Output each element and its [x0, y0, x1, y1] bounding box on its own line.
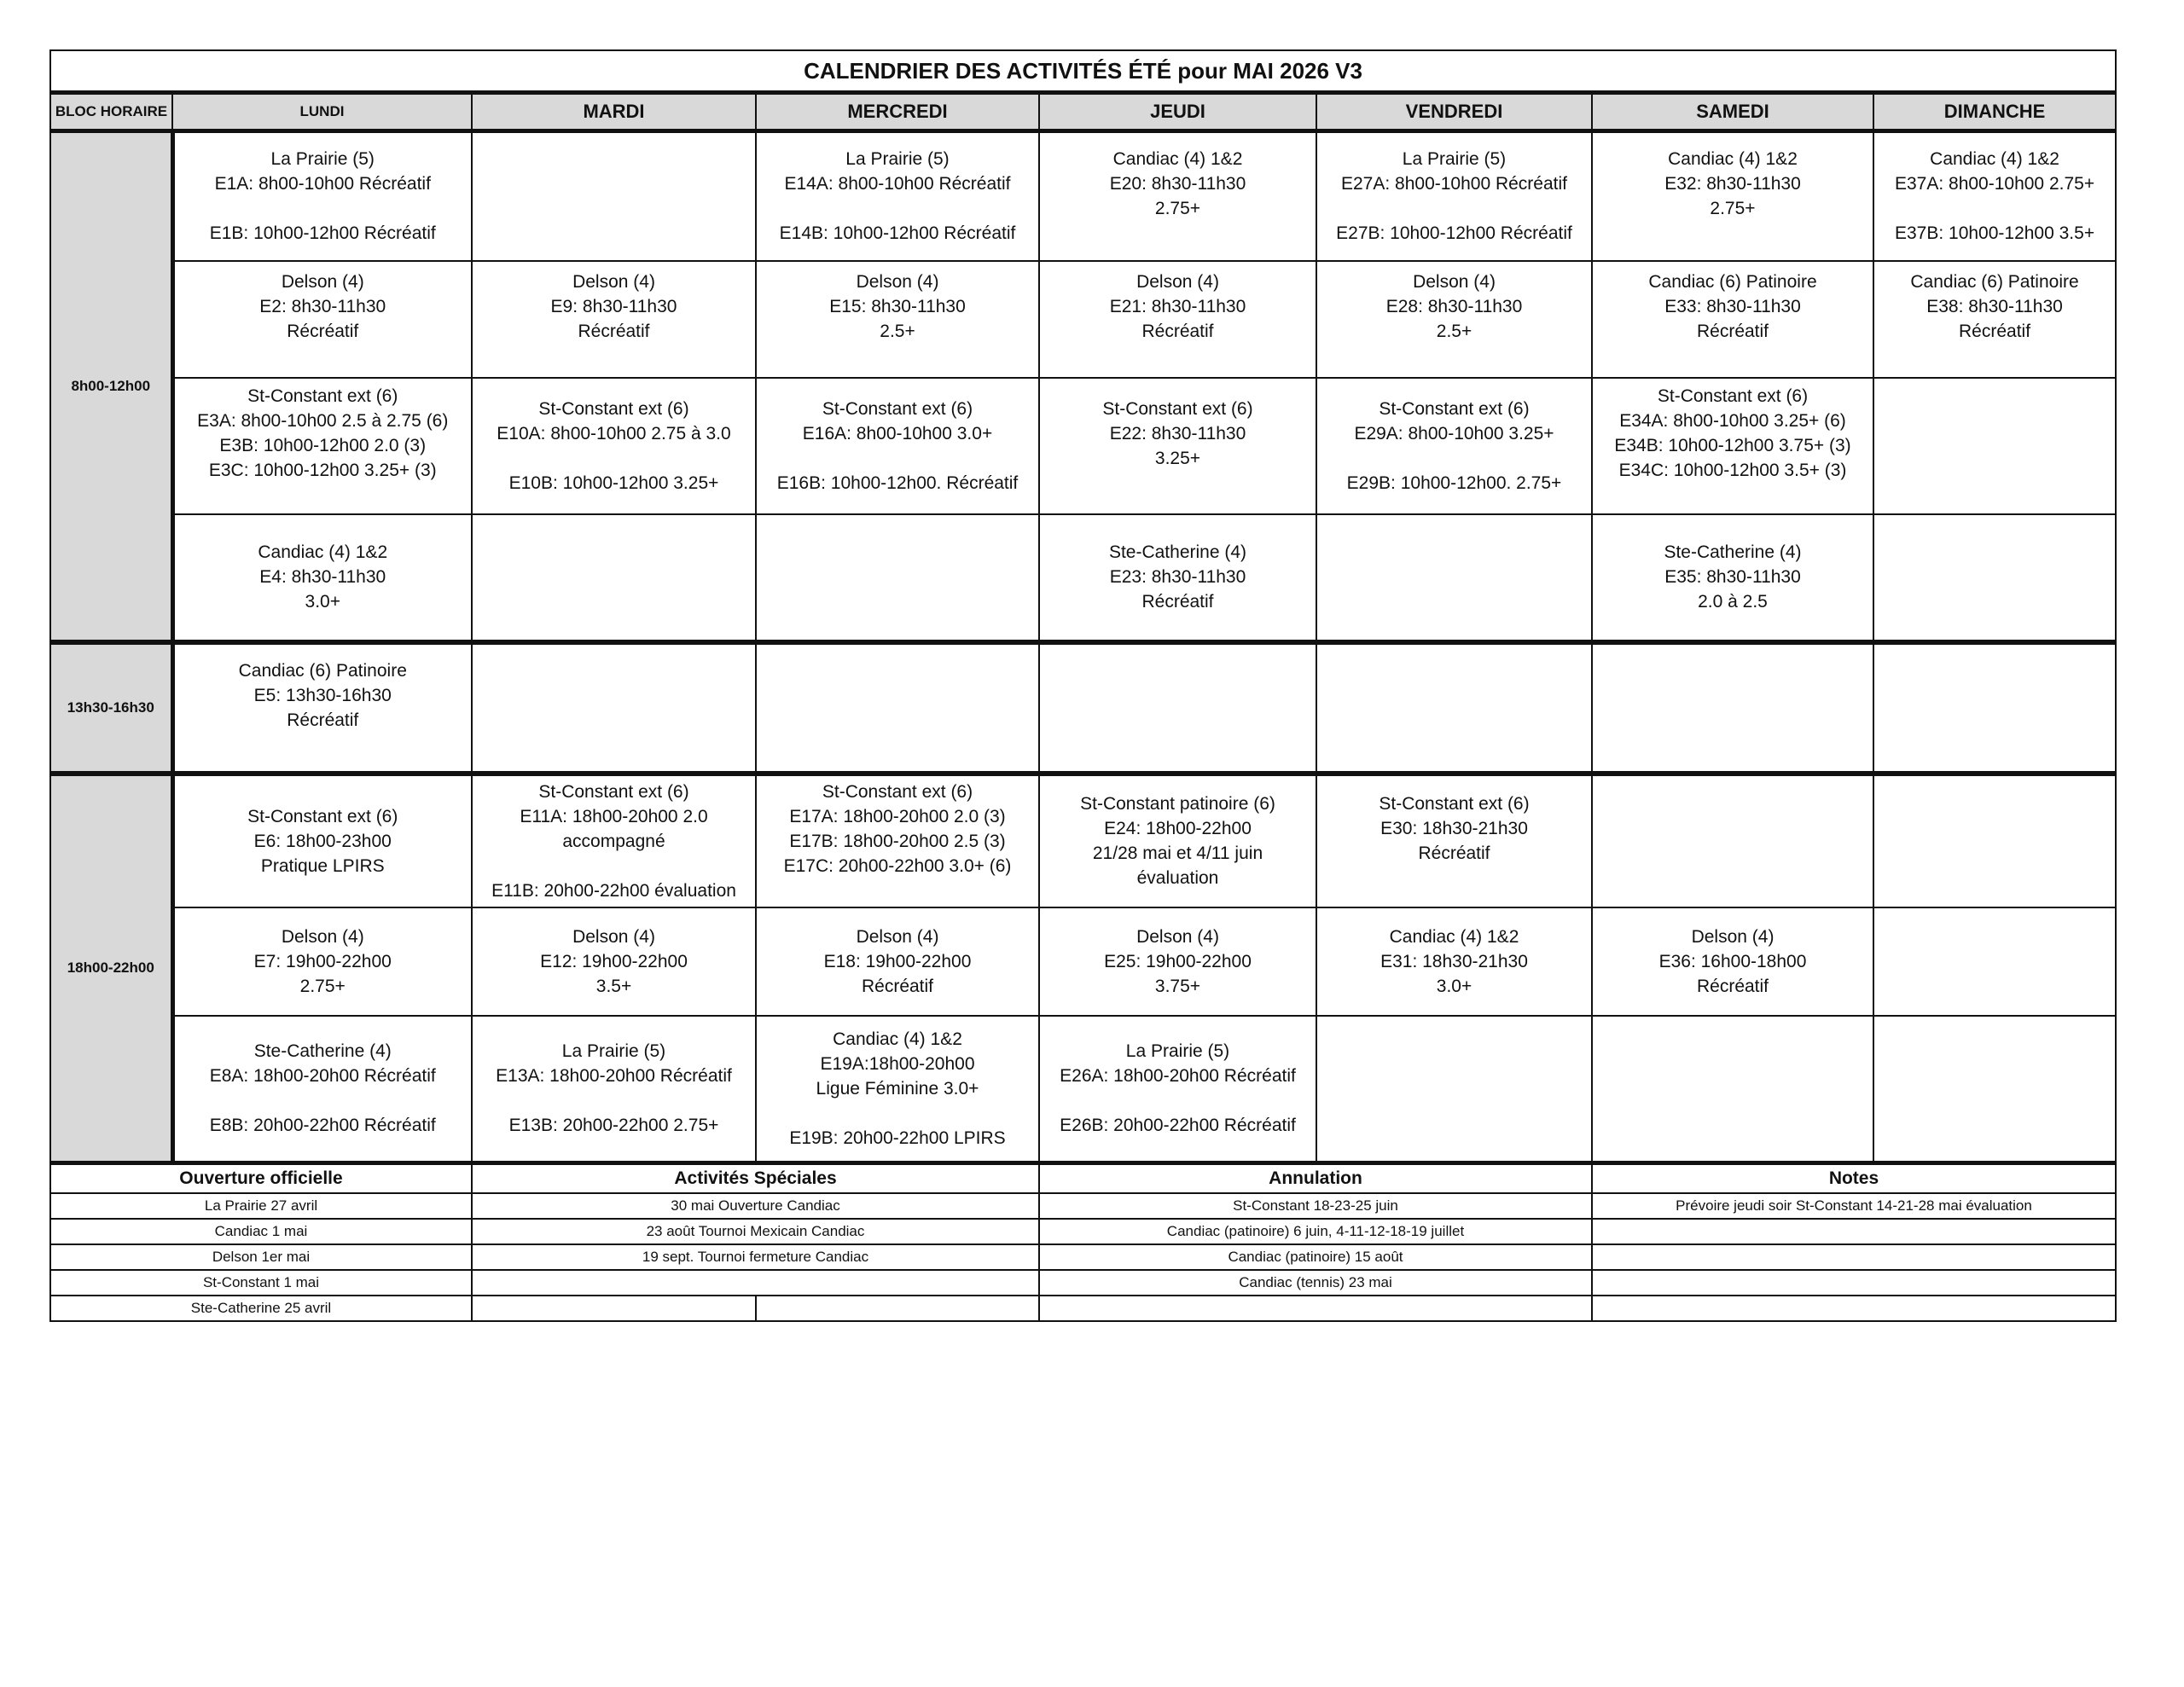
spacer: [758, 878, 1037, 903]
activity-line: Candiac (4) 1&2: [258, 542, 388, 562]
activity-line: E3C: 10h00-12h00 3.25+ (3): [208, 461, 437, 480]
activity-line: Delson (4): [856, 926, 939, 947]
activity-cell-lundi: [172, 642, 472, 774]
activity-line: E5: 13h30-16h30: [253, 685, 392, 705]
activity-cell-mardi: [472, 1016, 756, 1162]
activity-line: E1B: 10h00-12h00 Récréatif: [209, 223, 436, 244]
spacer: [1319, 196, 1589, 221]
activity-line: E27B: 10h00-12h00 Récréatif: [1336, 223, 1572, 244]
activity-line: Candiac (4) 1&2: [833, 1029, 962, 1049]
activity-line: E18: 19h00-22h00: [823, 951, 972, 971]
spacer: [474, 446, 753, 471]
activity-line: E7: 19h00-22h00: [253, 951, 392, 971]
activity-line: 2.75+: [1154, 199, 1201, 219]
activity-line: E27A: 8h00-10h00 Récréatif: [1340, 174, 1567, 194]
time-block-label: 8h00-12h00: [50, 131, 172, 642]
footer-notes-cell: Prévoire jeudi soir St-Constant 14-21-28 mai évaluation: [1592, 1193, 2116, 1219]
activity-line: E34C: 10h00-12h00 3.5+ (3): [1618, 461, 1847, 480]
activity-line: E17B: 18h00-20h00 2.5 (3): [789, 831, 1006, 851]
spacer: [177, 196, 470, 221]
activity-line: Candiac (6) Patinoire: [238, 660, 407, 681]
activity-line: St-Constant ext (6): [1102, 398, 1253, 419]
activity-cell-samedi: [1592, 261, 1873, 378]
activity-cell-mercredi: [756, 261, 1039, 378]
activity-line: La Prairie (5): [1125, 1041, 1230, 1061]
spacer: [1594, 483, 1871, 507]
activity-line: E1A: 8h00-10h00 Récréatif: [214, 174, 431, 194]
schedule-row: [50, 907, 2116, 1016]
activity-line: La Prairie (5): [270, 149, 375, 170]
activity-cell-samedi: [1592, 378, 1873, 514]
schedule-row: [50, 774, 2116, 907]
activity-line: Candiac (6) Patinoire: [1648, 272, 1817, 292]
activity-line: E37A: 8h00-10h00 2.75+: [1894, 174, 2095, 194]
spacer: [1876, 196, 2113, 221]
spacer: [1042, 471, 1314, 496]
activity-line: Candiac (4) 1&2: [1930, 149, 2059, 170]
activity-line: E10B: 10h00-12h00 3.25+: [508, 472, 719, 493]
activity-cell-jeudi: [1039, 907, 1316, 1016]
spacer: [1594, 221, 1871, 246]
activity-line: E16A: 8h00-10h00 3.0+: [802, 423, 993, 443]
activity-cell-vendredi: [1316, 1016, 1592, 1162]
activity-line: Pratique LPIRS: [260, 855, 385, 876]
activity-line: E22: 8h30-11h30: [1109, 423, 1246, 443]
footer-table: [49, 1161, 2117, 1322]
footer-ouverture-cell: Ste-Catherine 25 avril: [50, 1296, 472, 1321]
footer-ouverture-cell: Candiac 1 mai: [50, 1219, 472, 1244]
activity-cell-mardi: [472, 131, 756, 261]
activity-line: E16B: 10h00-12h00. Récréatif: [776, 472, 1019, 493]
footer-header-annulation: Annulation: [1039, 1162, 1592, 1193]
activity-line: accompagné: [562, 831, 665, 851]
activity-line: E28: 8h30-11h30: [1385, 297, 1523, 316]
activity-cell-mardi: [472, 774, 756, 907]
spacer: [1042, 1088, 1314, 1113]
activity-line: E38: 8h30-11h30: [1926, 297, 2063, 316]
activity-cell-dimanche: [1873, 514, 2116, 642]
activity-line: Récréatif: [1696, 322, 1769, 341]
activity-line: E4: 8h30-11h30: [259, 567, 386, 587]
activity-cell-dimanche: [1873, 642, 2116, 774]
activity-cell-mardi: [472, 514, 756, 642]
activity-line: St-Constant ext (6): [247, 386, 398, 406]
activity-line: Delson (4): [1413, 272, 1496, 292]
activity-line: E26B: 20h00-22h00 Récréatif: [1060, 1116, 1296, 1135]
activity-line: Récréatif: [1141, 592, 1214, 612]
activity-cell-samedi: [1592, 1016, 1873, 1162]
activity-line: E3B: 10h00-12h00 2.0 (3): [219, 436, 427, 455]
column-header-lundi: LUNDI: [172, 93, 472, 131]
activity-line: E31: 18h30-21h30: [1380, 951, 1528, 971]
activity-line: E36: 16h00-18h00: [1658, 951, 1807, 971]
spacer: [474, 854, 753, 878]
activity-cell-dimanche: [1873, 378, 2116, 514]
spacer: [177, 344, 470, 368]
footer-ouverture-cell: Delson 1er mai: [50, 1244, 472, 1270]
spacer: [758, 344, 1037, 368]
activity-line: E23: 8h30-11h30: [1109, 567, 1246, 587]
activity-line: Candiac (4) 1&2: [1668, 149, 1798, 170]
activity-cell-vendredi: [1316, 378, 1592, 514]
activity-line: Delson (4): [856, 272, 939, 292]
activity-line: E13A: 18h00-20h00 Récréatif: [496, 1066, 732, 1086]
spacer: [1319, 344, 1589, 368]
activity-line: Candiac (4) 1&2: [1389, 926, 1519, 947]
schedule-sheet: [49, 49, 2115, 1322]
activity-cell-mardi: [472, 642, 756, 774]
footer-header-ouverture: Ouverture officielle: [50, 1162, 472, 1193]
time-block-label: 13h30-16h30: [50, 642, 172, 774]
activity-line: E6: 18h00-23h00: [253, 831, 392, 851]
activity-cell-jeudi: [1039, 514, 1316, 642]
footer-annulation-cell: Candiac (patinoire) 6 juin, 4-11-12-18-19 juillet: [1039, 1219, 1592, 1244]
activity-line: E29B: 10h00-12h00. 2.75+: [1346, 472, 1562, 493]
activity-line: E17A: 18h00-20h00 2.0 (3): [789, 806, 1006, 826]
activity-line: St-Constant ext (6): [822, 398, 973, 419]
activity-line: Delson (4): [572, 926, 655, 947]
activity-line: E3A: 8h00-10h00 2.5 à 2.75 (6): [197, 411, 449, 431]
spacer: [177, 1088, 470, 1113]
activity-line: E26A: 18h00-20h00 Récréatif: [1060, 1066, 1296, 1086]
footer-speciales-cell: 19 sept. Tournoi fermeture Candiac: [472, 1244, 1039, 1270]
spacer: [177, 483, 470, 507]
spacer: [1319, 446, 1589, 471]
activity-cell-dimanche: [1873, 1016, 2116, 1162]
column-header-dimanche: DIMANCHE: [1873, 93, 2116, 131]
activity-line: E32: 8h30-11h30: [1664, 174, 1801, 194]
spacer: [1594, 344, 1871, 368]
day-header-row: [50, 93, 2116, 131]
activity-line: 2.5+: [1436, 322, 1472, 341]
activity-cell-lundi: [172, 378, 472, 514]
activity-cell-jeudi: [1039, 642, 1316, 774]
schedule-table: [49, 49, 2117, 1162]
activity-cell-mercredi: [756, 378, 1039, 514]
activity-line: E10A: 8h00-10h00 2.75 à 3.0: [497, 423, 731, 443]
activity-cell-dimanche: [1873, 774, 2116, 907]
activity-line: Ste-Catherine (4): [1108, 542, 1247, 562]
activity-line: E11A: 18h00-20h00 2.0: [520, 806, 708, 826]
activity-cell-jeudi: [1039, 378, 1316, 514]
page-title: CALENDRIER DES ACTIVITÉS ÉTÉ pour MAI 2026 V3: [50, 50, 2116, 93]
spacer: [474, 1088, 753, 1113]
activity-cell-vendredi: [1316, 642, 1592, 774]
activity-cell-mercredi: [756, 642, 1039, 774]
activity-line: 2.0 à 2.5: [1698, 592, 1768, 612]
footer-speciales-cell: 23 août Tournoi Mexicain Candiac: [472, 1219, 1039, 1244]
activity-line: E2: 8h30-11h30: [259, 297, 386, 316]
activity-cell-lundi: [172, 514, 472, 642]
activity-cell-mardi: [472, 907, 756, 1016]
activity-line: E8A: 18h00-20h00 Récréatif: [209, 1066, 436, 1086]
activity-line: Delson (4): [1136, 926, 1219, 947]
schedule-row: [50, 642, 2116, 774]
activity-cell-mercredi: [756, 774, 1039, 907]
activity-line: E33: 8h30-11h30: [1664, 297, 1801, 316]
activity-cell-mercredi: [756, 131, 1039, 261]
activity-cell-vendredi: [1316, 907, 1592, 1016]
spacer: [758, 446, 1037, 471]
activity-line: E37B: 10h00-12h00 3.5+: [1894, 223, 2095, 244]
activity-line: Récréatif: [287, 322, 359, 341]
activity-line: 3.5+: [595, 976, 632, 996]
activity-line: La Prairie (5): [1402, 149, 1507, 170]
activity-cell-vendredi: [1316, 774, 1592, 907]
activity-line: Récréatif: [1959, 322, 2031, 341]
activity-line: St-Constant ext (6): [1379, 398, 1530, 419]
activity-line: Delson (4): [1136, 272, 1219, 292]
activity-line: E34B: 10h00-12h00 3.75+ (3): [1614, 436, 1851, 455]
column-header-jeudi: JEUDI: [1039, 93, 1316, 131]
activity-cell-mercredi: [756, 907, 1039, 1016]
activity-cell-dimanche: [1873, 261, 2116, 378]
activity-line: E21: 8h30-11h30: [1109, 297, 1246, 316]
footer-notes-cell: [1592, 1270, 2116, 1296]
activity-line: Récréatif: [578, 322, 650, 341]
footer-header-notes: Notes: [1592, 1162, 2116, 1193]
activity-cell-mercredi: [756, 1016, 1039, 1162]
activity-line: E14A: 8h00-10h00 Récréatif: [784, 174, 1011, 194]
activity-line: Récréatif: [861, 976, 934, 996]
activity-line: évaluation: [1136, 868, 1219, 888]
column-header-bloc: BLOC HORAIRE: [50, 93, 172, 131]
activity-cell-dimanche: [1873, 131, 2116, 261]
footer-row: [50, 1270, 2116, 1296]
footer-speciales-cell: [472, 1296, 756, 1321]
footer-annulation-cell: St-Constant 18-23-25 juin: [1039, 1193, 1592, 1219]
activity-cell-dimanche: [1873, 907, 2116, 1016]
schedule-row: [50, 131, 2116, 261]
activity-cell-lundi: [172, 131, 472, 261]
activity-line: St-Constant ext (6): [1657, 386, 1809, 406]
activity-line: St-Constant patinoire (6): [1080, 794, 1275, 814]
activity-line: E9: 8h30-11h30: [550, 297, 677, 316]
spacer: [1319, 866, 1589, 890]
activity-line: Delson (4): [572, 272, 655, 292]
activity-line: La Prairie (5): [561, 1041, 666, 1061]
activity-line: Ligue Féminine 3.0+: [816, 1078, 979, 1099]
activity-cell-lundi: [172, 907, 472, 1016]
footer-row: [50, 1193, 2116, 1219]
activity-line: 3.75+: [1154, 976, 1201, 996]
activity-line: E13B: 20h00-22h00 2.75+: [508, 1116, 719, 1135]
activity-line: 2.5+: [880, 322, 915, 341]
activity-line: 2.75+: [299, 976, 346, 996]
activity-cell-jeudi: [1039, 1016, 1316, 1162]
activity-line: 3.25+: [1154, 448, 1201, 468]
schedule-row: [50, 378, 2116, 514]
activity-line: Ste-Catherine (4): [253, 1041, 392, 1061]
spacer: [1876, 344, 2113, 368]
activity-line: 3.0+: [1436, 976, 1472, 996]
activity-line: E30: 18h30-21h30: [1380, 819, 1528, 838]
column-header-samedi: SAMEDI: [1592, 93, 1873, 131]
activity-cell-mardi: [472, 261, 756, 378]
activity-cell-samedi: [1592, 642, 1873, 774]
activity-cell-mercredi: [756, 514, 1039, 642]
activity-line: E12: 19h00-22h00: [540, 951, 688, 971]
footer-ouverture-cell: La Prairie 27 avril: [50, 1193, 472, 1219]
footer-row: [50, 1296, 2116, 1321]
activity-line: 21/28 mai et 4/11 juin: [1092, 844, 1263, 863]
activity-line: St-Constant ext (6): [1379, 794, 1530, 814]
footer-speciales-cell: [472, 1270, 1039, 1296]
footer-notes-cell: [1592, 1219, 2116, 1244]
footer-header-row: [50, 1162, 2116, 1193]
activity-cell-lundi: [172, 1016, 472, 1162]
activity-line: St-Constant ext (6): [822, 781, 973, 802]
activity-line: E15: 8h30-11h30: [829, 297, 966, 316]
activity-line: E19B: 20h00-22h00 LPIRS: [789, 1128, 1006, 1148]
activity-cell-jeudi: [1039, 774, 1316, 907]
footer-row: [50, 1244, 2116, 1270]
activity-line: E35: 8h30-11h30: [1664, 567, 1801, 587]
column-header-mardi: MARDI: [472, 93, 756, 131]
activity-line: E8B: 20h00-22h00 Récréatif: [209, 1116, 436, 1135]
schedule-row: [50, 514, 2116, 642]
activity-line: Récréatif: [1418, 844, 1490, 863]
activity-line: E11B: 20h00-22h00 évaluation: [491, 880, 736, 901]
activity-cell-samedi: [1592, 131, 1873, 261]
activity-cell-jeudi: [1039, 131, 1316, 261]
activity-line: Candiac (4) 1&2: [1112, 149, 1243, 170]
activity-cell-samedi: [1592, 514, 1873, 642]
column-header-mercredi: MERCREDI: [756, 93, 1039, 131]
schedule-row: [50, 1016, 2116, 1162]
footer-row: [50, 1219, 2116, 1244]
activity-line: E25: 19h00-22h00: [1104, 951, 1252, 971]
activity-line: Ste-Catherine (4): [1664, 542, 1802, 562]
activity-line: Récréatif: [1141, 322, 1214, 341]
activity-line: E19A:18h00-20h00: [820, 1053, 975, 1074]
footer-notes-cell: [1592, 1296, 2116, 1321]
activity-cell-lundi: [172, 261, 472, 378]
activity-line: Récréatif: [1696, 976, 1769, 996]
spacer: [758, 196, 1037, 221]
activity-line: St-Constant ext (6): [247, 806, 398, 826]
activity-line: E34A: 8h00-10h00 3.25+ (6): [1619, 411, 1846, 431]
footer-ouverture-cell: St-Constant 1 mai: [50, 1270, 472, 1296]
footer-speciales-cell: [756, 1296, 1039, 1321]
activity-line: 2.75+: [1710, 199, 1756, 219]
activity-line: E29A: 8h00-10h00 3.25+: [1354, 423, 1554, 443]
spacer: [1042, 221, 1314, 246]
activity-line: E14B: 10h00-12h00 Récréatif: [779, 223, 1016, 244]
activity-cell-samedi: [1592, 907, 1873, 1016]
activity-cell-vendredi: [1316, 131, 1592, 261]
time-block-label: 18h00-22h00: [50, 774, 172, 1162]
spacer: [1042, 344, 1314, 368]
activity-cell-mardi: [472, 378, 756, 514]
activity-line: St-Constant ext (6): [538, 398, 689, 419]
activity-line: Delson (4): [281, 272, 364, 292]
activity-cell-lundi: [172, 774, 472, 907]
activity-cell-vendredi: [1316, 514, 1592, 642]
activity-line: Delson (4): [281, 926, 364, 947]
activity-line: La Prairie (5): [845, 149, 950, 170]
activity-cell-samedi: [1592, 774, 1873, 907]
activity-cell-vendredi: [1316, 261, 1592, 378]
activity-line: Delson (4): [1691, 926, 1774, 947]
footer-annulation-cell: Candiac (tennis) 23 mai: [1039, 1270, 1592, 1296]
footer-notes-cell: [1592, 1244, 2116, 1270]
footer-speciales-cell: 30 mai Ouverture Candiac: [472, 1193, 1039, 1219]
spacer: [474, 344, 753, 368]
schedule-row: [50, 261, 2116, 378]
activity-line: 3.0+: [305, 592, 340, 612]
footer-header-speciales: Activités Spéciales: [472, 1162, 1039, 1193]
footer-annulation-cell: Candiac (patinoire) 15 août: [1039, 1244, 1592, 1270]
activity-line: E17C: 20h00-22h00 3.0+ (6): [783, 855, 1012, 876]
column-header-vendredi: VENDREDI: [1316, 93, 1592, 131]
activity-line: St-Constant ext (6): [538, 781, 689, 802]
spacer: [177, 733, 470, 757]
activity-line: Récréatif: [287, 710, 359, 730]
activity-line: Candiac (6) Patinoire: [1910, 272, 2079, 292]
spacer: [758, 1101, 1037, 1126]
activity-line: E20: 8h30-11h30: [1109, 174, 1246, 194]
activity-cell-jeudi: [1039, 261, 1316, 378]
activity-line: E24: 18h00-22h00: [1104, 819, 1252, 838]
footer-annulation-cell: [1039, 1296, 1592, 1321]
